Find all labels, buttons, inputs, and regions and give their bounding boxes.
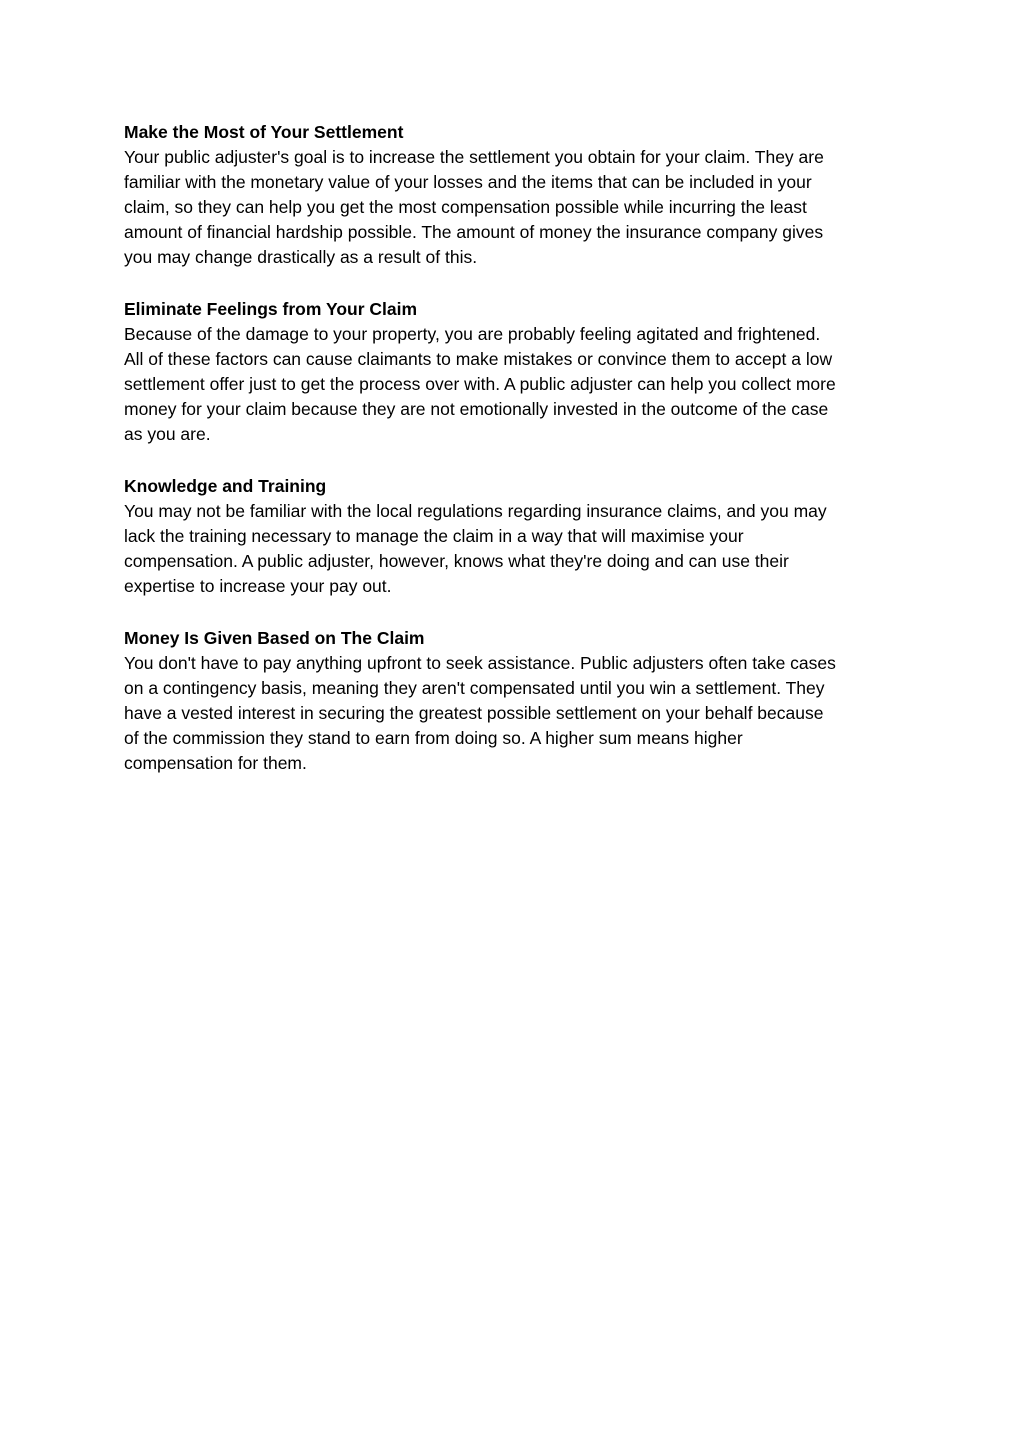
document-page [124,120,904,803]
body-line: expertise to increase your pay out. [124,576,392,596]
section-knowledge-training [124,474,904,599]
body-line: Your public adjuster's goal is to increase the settlement you obtain for your claim. They are [124,147,824,167]
section-body [124,145,904,270]
section-make-the-most [124,120,904,270]
body-line: settlement offer just to get the process over with. A public adjuster can help you collect more [124,374,836,394]
section-body [124,322,904,447]
body-line: money for your claim because they are not emotionally invested in the outcome of the case [124,399,829,419]
body-line: as you are. [124,424,211,444]
body-line: You don't have to pay anything upfront to seek assistance. Public adjusters often take cases [124,653,836,673]
section-heading: Money Is Given Based on The Claim [124,628,425,648]
section-heading: Knowledge and Training [124,476,327,496]
body-line: amount of financial hardship possible. The amount of money the insurance company gives [124,222,824,242]
section-body [124,651,904,776]
body-line: on a contingency basis, meaning they aren't compensated until you win a settlement. They [124,678,825,698]
body-line: compensation. A public adjuster, however, knows what they're doing and can use their [124,551,789,571]
body-line: compensation for them. [124,753,307,773]
body-line: claim, so they can help you get the most compensation possible while incurring the least [124,197,807,217]
body-line: have a vested interest in securing the greatest possible settlement on your behalf because [124,703,824,723]
section-heading: Make the Most of Your Settlement [124,122,404,142]
body-line: Because of the damage to your property, you are probably feeling agitated and frightened. [124,324,821,344]
section-money-given [124,626,904,776]
body-line: you may change drastically as a result of this. [124,247,478,267]
section-eliminate-feelings [124,297,904,447]
body-line: of the commission they stand to earn from doing so. A higher sum means higher [124,728,743,748]
section-body [124,499,904,599]
body-line: familiar with the monetary value of your losses and the items that can be included in your [124,172,812,192]
section-heading: Eliminate Feelings from Your Claim [124,299,418,319]
body-line: lack the training necessary to manage the claim in a way that will maximise your [124,526,744,546]
body-line: You may not be familiar with the local regulations regarding insurance claims, and you may [124,501,827,521]
body-line: All of these factors can cause claimants to make mistakes or convince them to accept a low [124,349,833,369]
